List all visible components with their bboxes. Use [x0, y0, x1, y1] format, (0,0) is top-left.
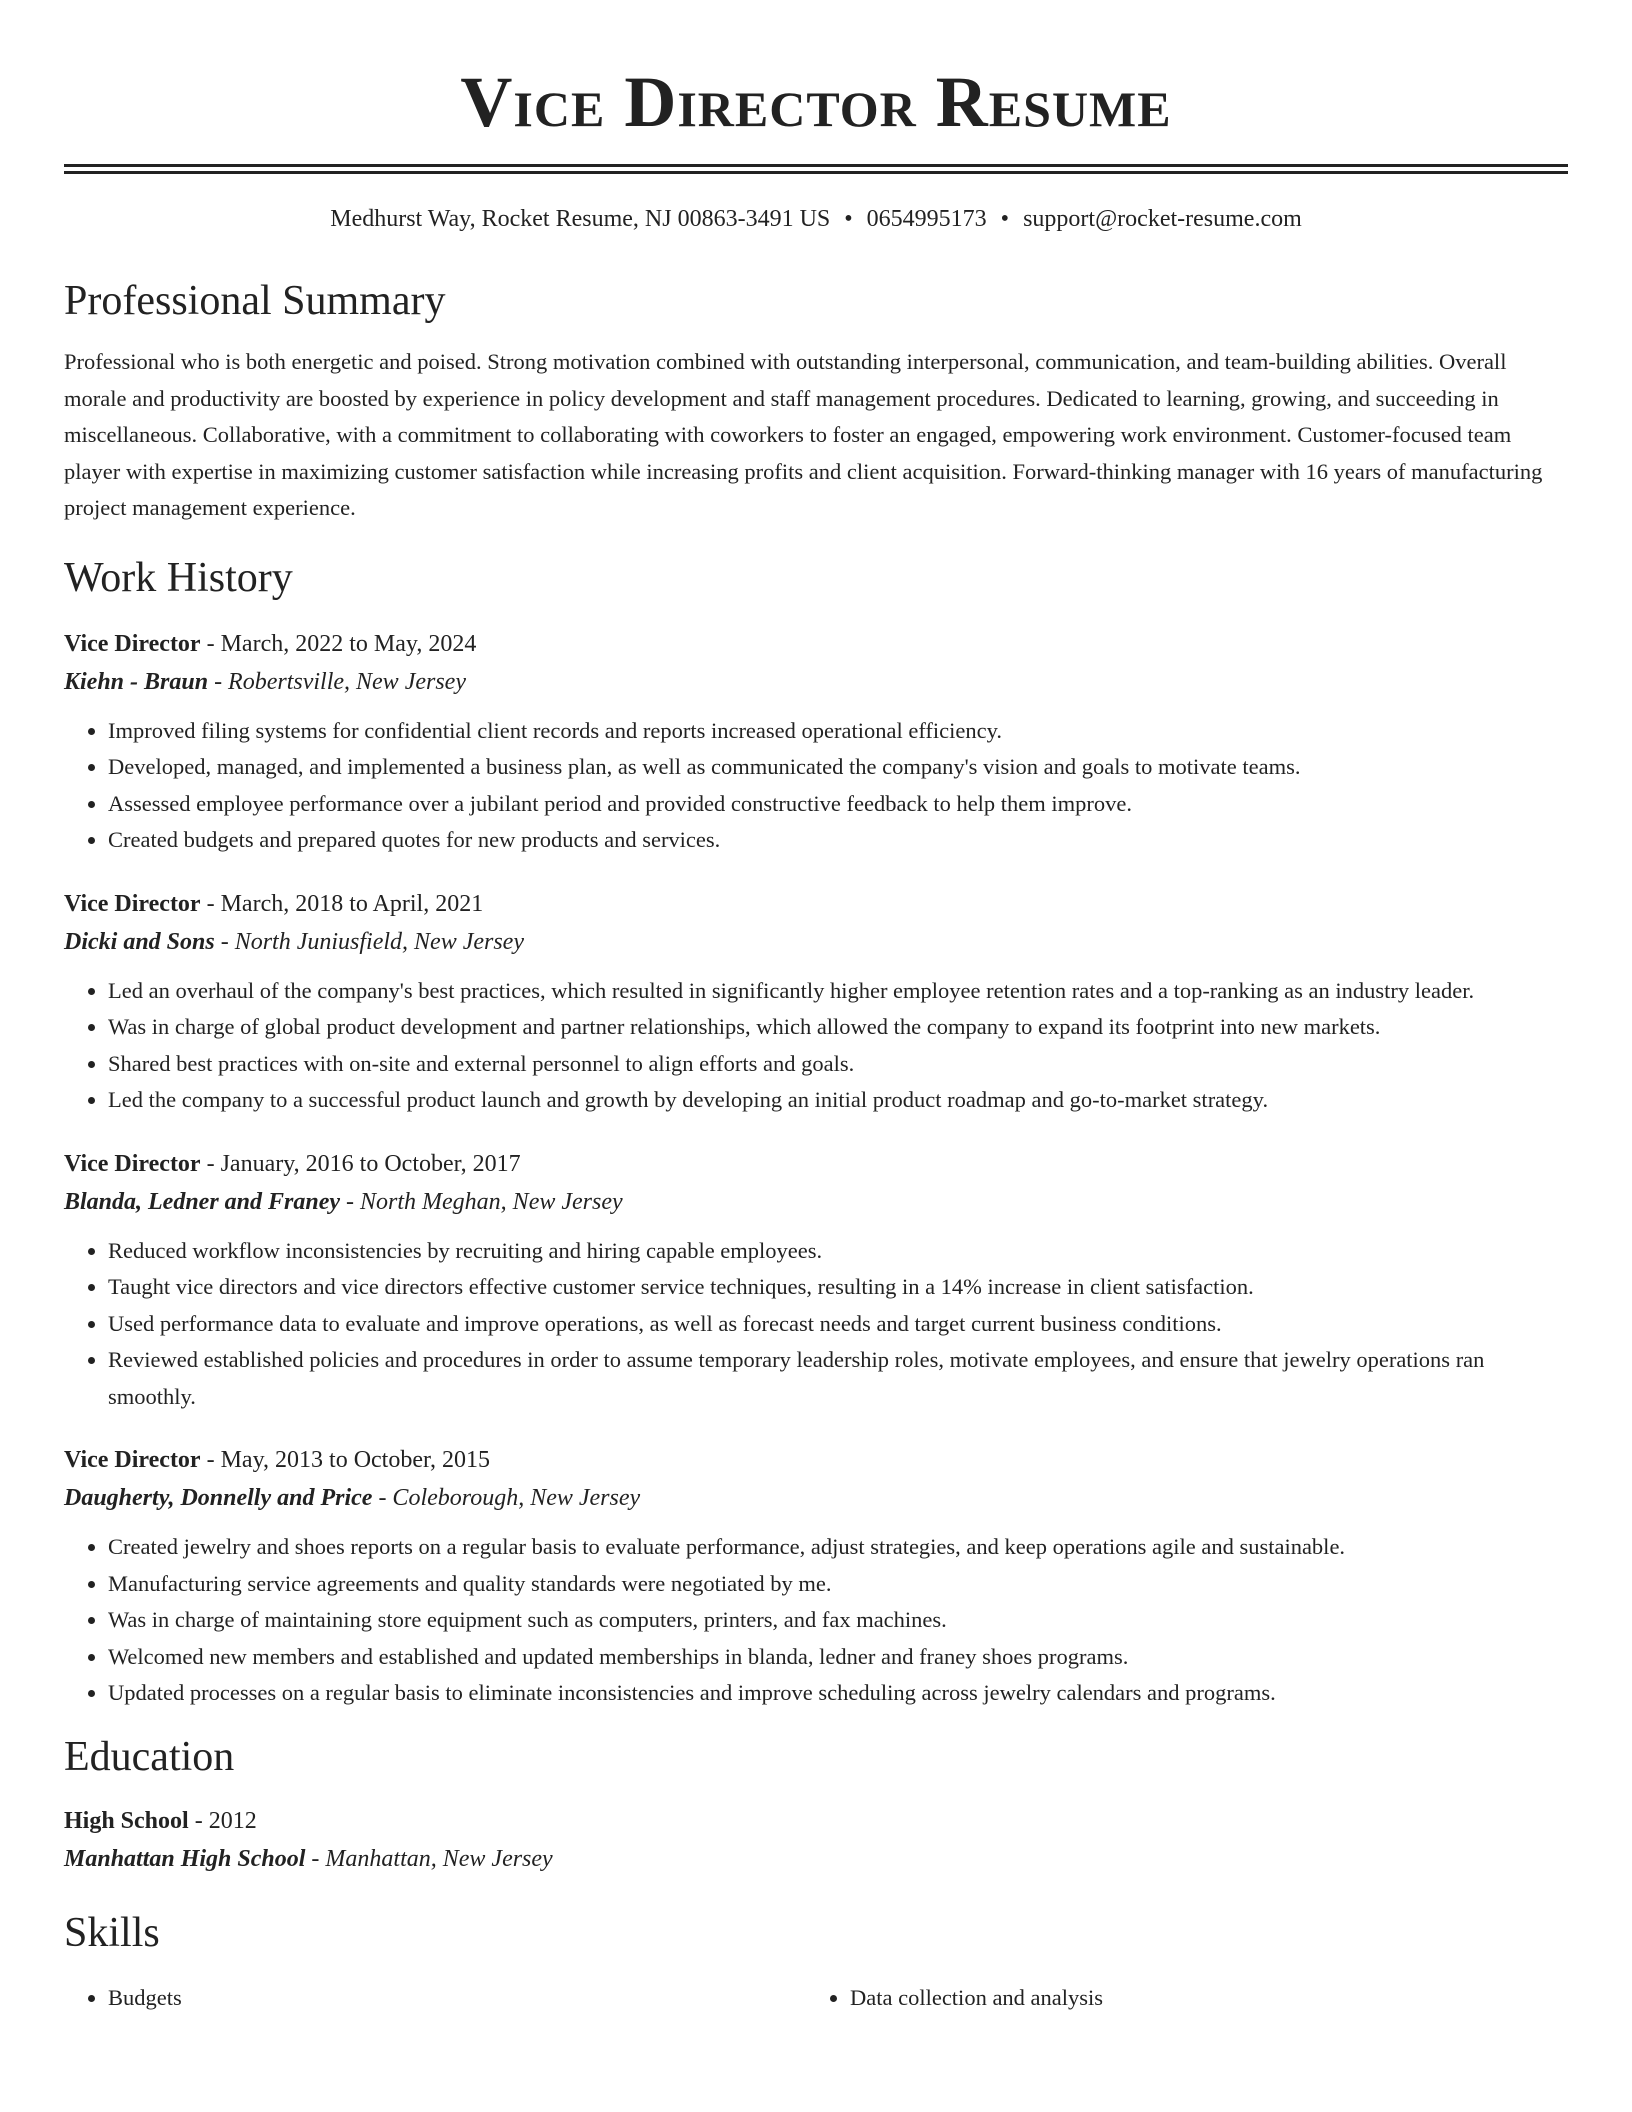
education-school: Manhattan High School: [64, 1845, 306, 1872]
resume-title: Vice Director Resume: [460, 62, 1172, 142]
job-bullet: • Assessed employee performance over a jubilant period and provided constructive feedback to help them improve.: [108, 786, 1568, 823]
job-bullet: • Was in charge of maintaining store equipment such as computers, printers, and fax machines.: [108, 1602, 1568, 1639]
job-entry: [64, 885, 1568, 1119]
job-title-line: [64, 885, 1568, 923]
resume-page: [64, 0, 1568, 2016]
job-location: - Robertsville, New Jersey: [208, 668, 466, 695]
job-bullet: • Taught vice directors and vice directors effective customer service techniques, resulting in a 14% increase in client satisfaction.: [108, 1269, 1568, 1306]
job-dates: - March, 2022 to May, 2024: [200, 630, 477, 657]
job-title-line: [64, 1441, 1568, 1479]
job-company-line: [64, 1183, 1568, 1221]
skills-columns: [64, 1980, 1568, 2017]
contact-separator: •: [1000, 206, 1010, 232]
job-bullets: [64, 973, 1568, 1119]
job-dates: - May, 2013 to October, 2015: [200, 1447, 491, 1473]
job-bullet: • Led the company to a successful product launch and growth by developing an initial product roadmap and go-to-market strategy.: [108, 1082, 1568, 1119]
contact-separator: •: [844, 206, 853, 232]
contact-email: support@rocket-resume.com: [1023, 206, 1302, 232]
summary-text: Professional who is both energetic and poised. Strong motivation combined with outstanding interpersonal, communication, and team-building abilities. Overall morale and productivity are boosted by experience in policy development and staff management procedures. Dedicated to learning, growing, and succeeding in miscellaneous. Collaborative, with a commitment to collaborating with coworkers to foster an engaged, empowering work environment. Customer-focused team player with expertise in maximizing customer satisfaction while increasing profits and client acquisition. Forward-thinking manager with 16 years of manufacturing project management experience.: [64, 349, 1543, 520]
skills-list-right: [806, 1980, 1548, 2017]
job-bullet: • Developed, managed, and implemented a business plan, as well as communicated the company's vision and goals to motivate teams.: [108, 749, 1568, 786]
job-bullet: • Created jewelry and shoes reports on a regular basis to evaluate performance, adjust strategies, and keep operations agile and sustainable.: [108, 1529, 1568, 1566]
job-title: Vice Director: [64, 1447, 201, 1473]
contact-line: [64, 204, 1568, 234]
job-bullet: • Created budgets and prepared quotes for new products and services.: [108, 822, 1568, 859]
section-heading-education: Education: [64, 1733, 235, 1780]
education-degree-line: [64, 1802, 1568, 1840]
job-dates: - January, 2016 to October, 2017: [200, 1150, 521, 1177]
job-bullets: [64, 1233, 1568, 1416]
job-location: - Coleborough, New Jersey: [372, 1485, 641, 1511]
job-company-line: [64, 663, 1568, 701]
job-title: Vice Director: [64, 890, 201, 917]
job-entry: [64, 625, 1568, 859]
job-bullet: • Reviewed established policies and procedures in order to assume temporary leadership roles, motivate employees, and ensure that jewelry operations ran smoothly.: [108, 1342, 1568, 1415]
job-bullets: [64, 1529, 1568, 1712]
job-dates: - March, 2018 to April, 2021: [200, 890, 484, 917]
job-company: Kiehn - Braun: [64, 668, 209, 695]
job-bullets: [64, 713, 1568, 859]
job-title: Vice Director: [64, 630, 201, 657]
job-bullet: • Welcomed new members and established and updated memberships in blanda, ledner and franey shoes programs.: [108, 1639, 1568, 1676]
skill-item: • Budgets: [108, 1980, 806, 2017]
job-bullet: • Shared best practices with on-site and external personnel to align efforts and goals.: [108, 1046, 1568, 1083]
job-company: Dicki and Sons: [64, 928, 215, 955]
job-location: - North Meghan, New Jersey: [340, 1188, 623, 1215]
job-bullet: • Used performance data to evaluate and improve operations, as well as forecast needs and target current business conditions.: [108, 1306, 1568, 1343]
education-entry: [64, 1802, 1568, 1878]
job-title-line: [64, 625, 1568, 663]
skills-list-left: [64, 1980, 806, 2017]
job-company: Blanda, Ledner and Franey: [64, 1188, 341, 1215]
contact-address: Medhurst Way, Rocket Resume, NJ 00863-3491 US: [330, 206, 831, 232]
job-bullet: • Led an overhaul of the company's best practices, which resulted in significantly higher employee retention rates and a top-ranking as an industry leader.: [108, 973, 1568, 1010]
title-double-rule: [64, 164, 1568, 174]
job-bullet: • Manufacturing service agreements and quality standards were negotiated by me.: [108, 1566, 1568, 1603]
job-entry: [64, 1145, 1568, 1416]
job-bullet: • Improved filing systems for confidential client records and reports increased operational efficiency.: [108, 713, 1568, 750]
education-degree: High School: [64, 1807, 189, 1834]
job-entry: [64, 1441, 1568, 1712]
section-heading-skills: Skills: [64, 1909, 160, 1956]
job-title: Vice Director: [64, 1150, 201, 1177]
skill-item: • Data collection and analysis: [850, 1980, 1548, 2017]
job-company-line: [64, 1479, 1568, 1517]
education-location: - Manhattan, New Jersey: [305, 1845, 553, 1872]
job-bullet: • Updated processes on a regular basis to eliminate inconsistencies and improve scheduling across jewelry calendars and programs.: [108, 1675, 1568, 1712]
job-company: Daugherty, Donnelly and Price: [64, 1485, 373, 1511]
education-school-line: [64, 1840, 1568, 1878]
section-heading-work-history: Work History: [64, 554, 293, 601]
section-heading-summary: Professional Summary: [64, 278, 446, 324]
job-title-line: [64, 1145, 1568, 1183]
job-bullet: • Reduced workflow inconsistencies by recruiting and hiring capable employees.: [108, 1233, 1568, 1270]
job-location: - North Juniusfield, New Jersey: [214, 928, 524, 955]
contact-phone: 0654995173: [866, 206, 987, 232]
education-year: - 2012: [188, 1807, 257, 1834]
job-bullet: • Was in charge of global product development and partner relationships, which allowed the company to expand its footprint into new markets.: [108, 1009, 1568, 1046]
job-company-line: [64, 923, 1568, 961]
